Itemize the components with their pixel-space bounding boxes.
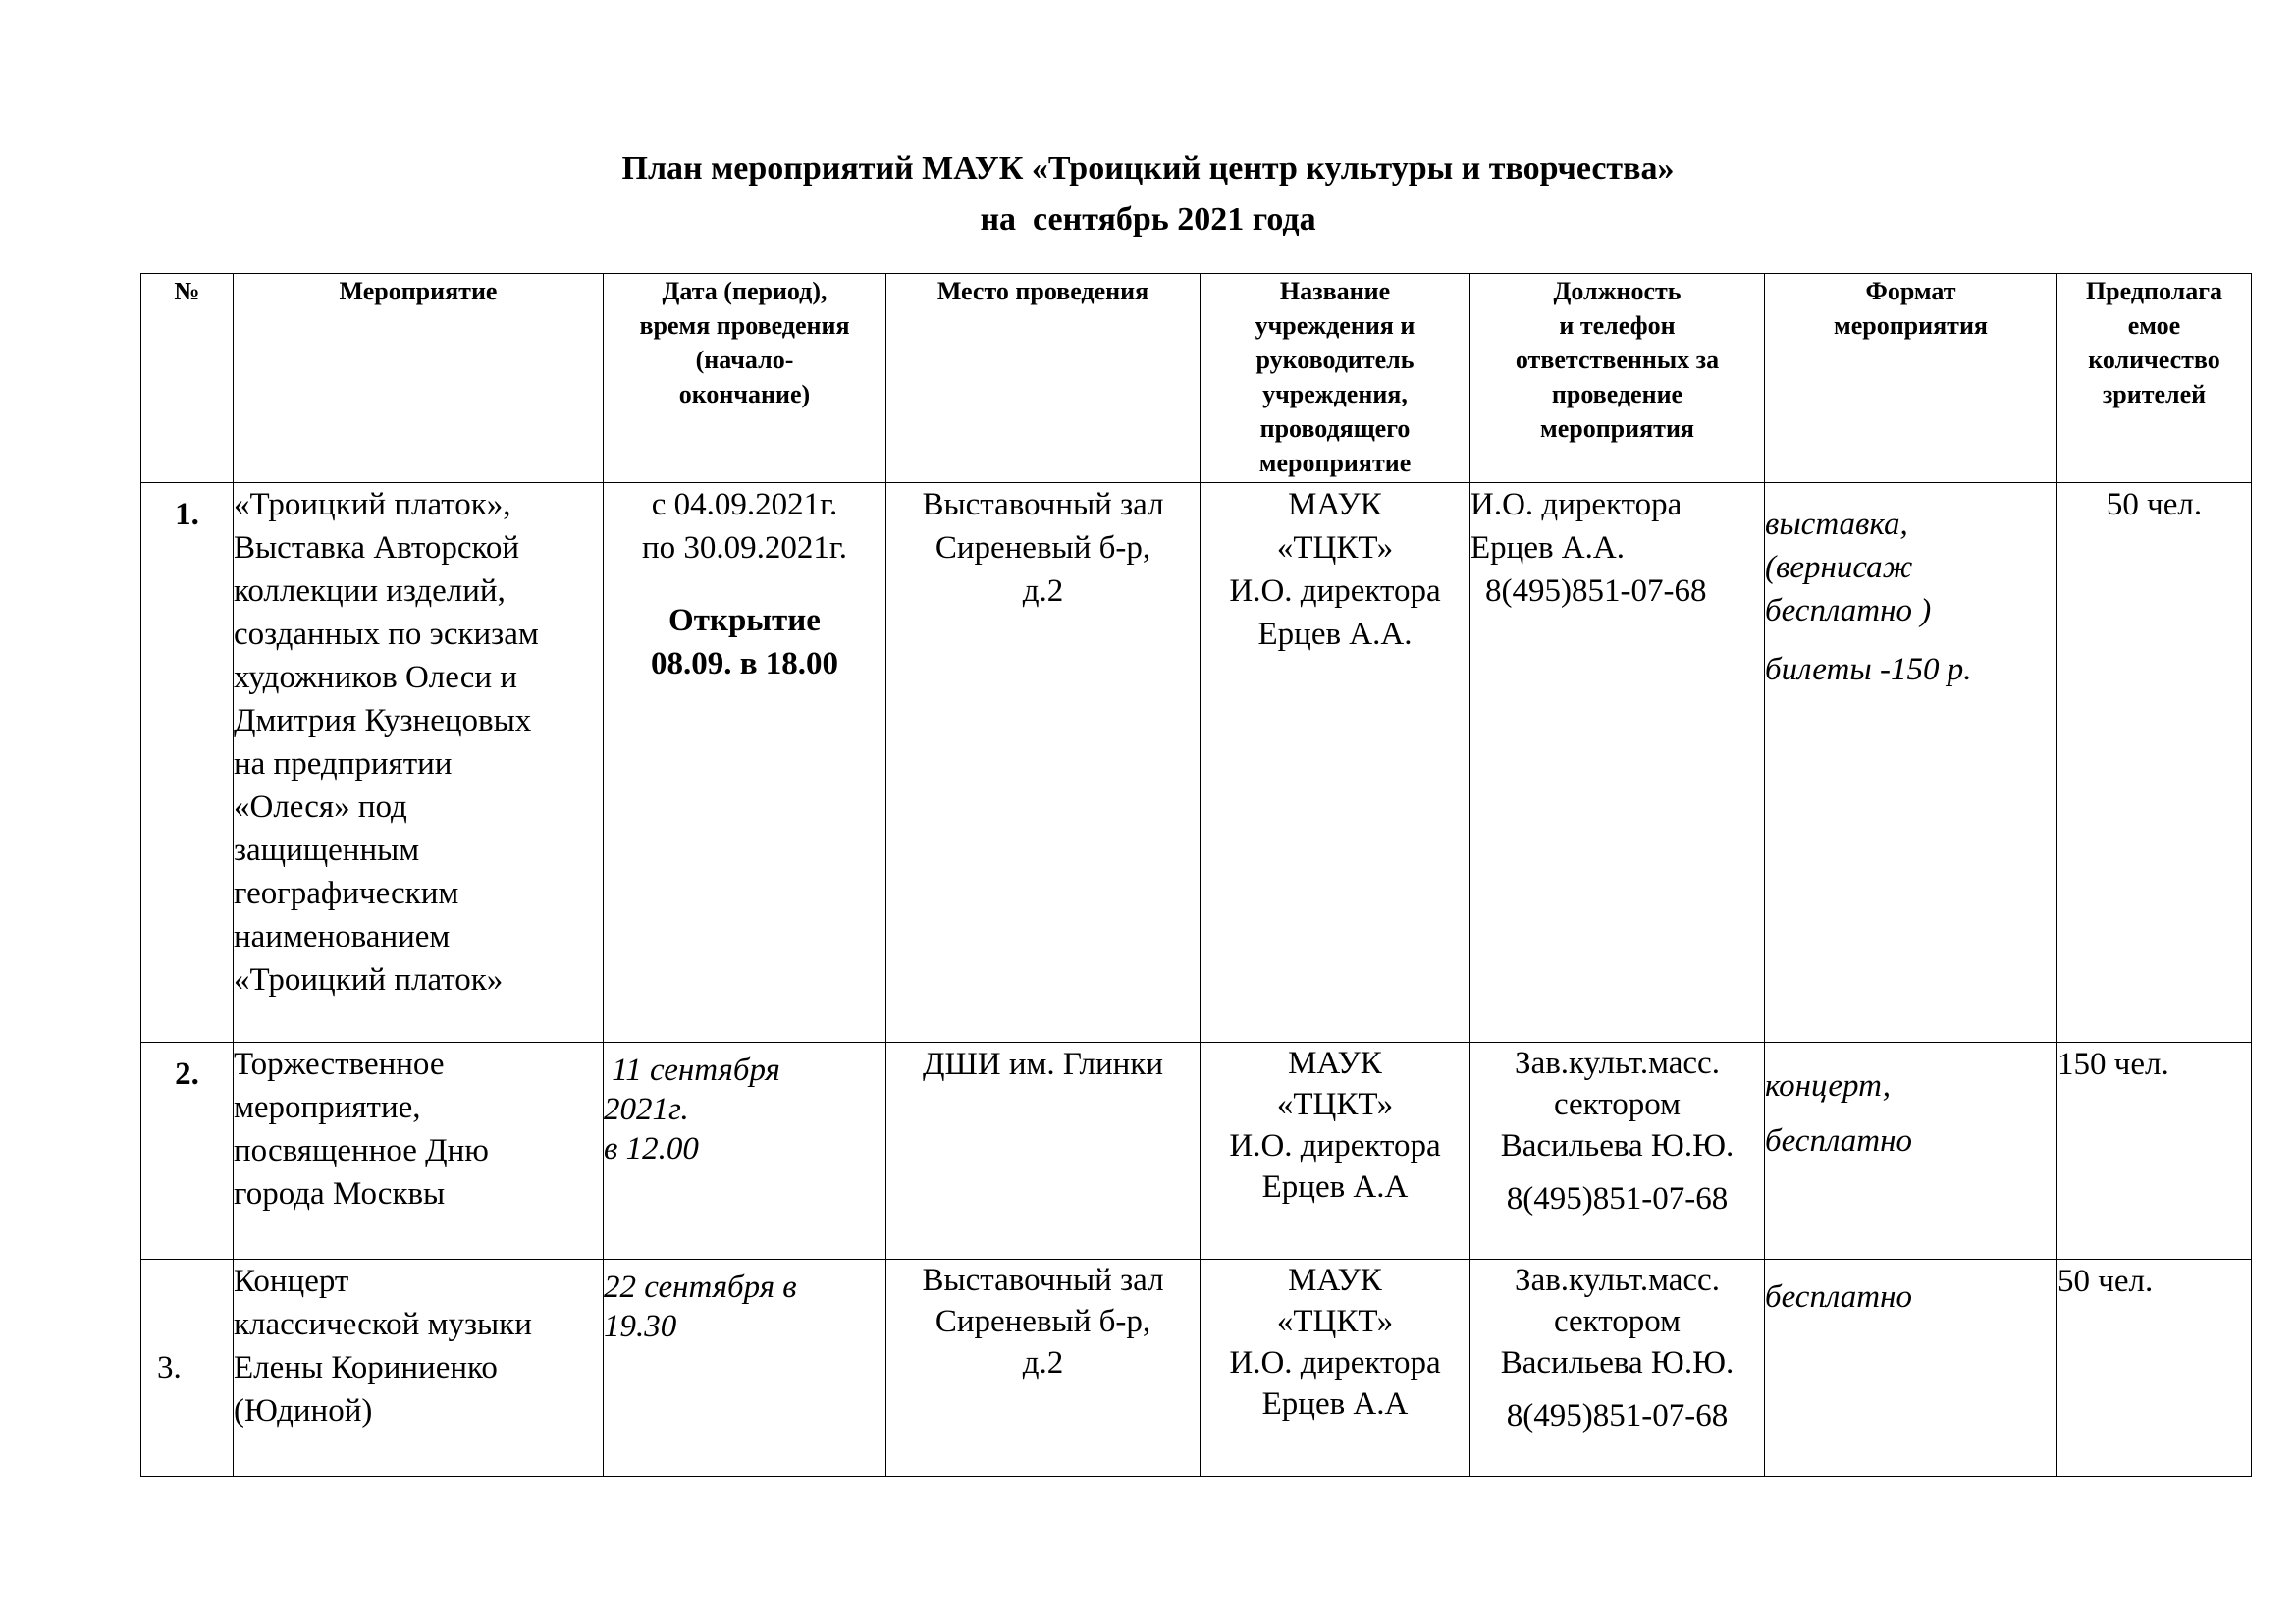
row-number: 2. (141, 1043, 234, 1260)
opening-time: 08.09. в 18.00 (650, 646, 839, 681)
header-date: Дата (период), время проведения (начало- окончание) (604, 274, 886, 483)
responsible-cell: Зав.культ.масс. сектором Васильева Ю.Ю. 8(495)851-07-68 (1470, 1260, 1765, 1477)
header-event: Мероприятие (234, 274, 604, 483)
header-org: Название учреждения и руководитель учреждения, проводящего мероприятие (1201, 274, 1470, 483)
responsible-cell: Зав.культ.масс. сектором Васильева Ю.Ю. 8(495)851-07-68 (1470, 1043, 1765, 1260)
header-responsible: Должность и телефон ответственных за проведение мероприятия (1470, 274, 1765, 483)
audience-cell: 150 чел. (2057, 1043, 2252, 1260)
header-format: Формат мероприятия (1765, 274, 2057, 483)
org-cell: МАУК «ТЦКТ» И.О. директора Ерцев А.А (1201, 1043, 1470, 1260)
header-place: Место проведения (886, 274, 1201, 483)
table-header-row (141, 274, 2252, 483)
opening-label: Открытие (668, 603, 821, 638)
table-row (141, 483, 2252, 1043)
title-line-1: План мероприятий МАУК «Троицкий центр культуры и творчества» (621, 150, 1675, 187)
header-num: № (141, 274, 234, 483)
date-cell: 11 сентября 2021г. в 12.00 (604, 1043, 886, 1260)
format-cell: выставка, (вернисаж бесплатно ) билеты -150 р. (1765, 483, 2057, 1043)
header-audience: Предполага емое количество зрителей (2057, 274, 2252, 483)
events-table (140, 273, 2252, 1477)
responsible-cell: И.О. директора Ерцев А.А. 8(495)851-07-68 (1470, 483, 1765, 1043)
place-cell: Выставочный зал Сиреневый б-р, д.2 (886, 483, 1201, 1043)
org-cell: МАУК «ТЦКТ» И.О. директора Ерцев А.А. (1201, 483, 1470, 1043)
format-cell: бесплатно (1765, 1260, 2057, 1477)
table-row (141, 1260, 2252, 1477)
date-cell: 22 сентября в 19.30 (604, 1260, 886, 1477)
event-cell: Торжественное мероприятие, посвященное Дню города Москвы (234, 1043, 604, 1260)
row-number: 1. (141, 483, 234, 1043)
place-cell: Выставочный зал Сиреневый б-р, д.2 (886, 1260, 1201, 1477)
format-cell: концерт, бесплатно (1765, 1043, 2057, 1260)
title-line-2: на сентябрь 2021 года (980, 201, 1316, 238)
audience-cell: 50 чел. (2057, 1260, 2252, 1477)
place-cell: ДШИ им. Глинки (886, 1043, 1201, 1260)
event-cell: Концерт классической музыки Елены Кориниенко (Юдиной) (234, 1260, 604, 1477)
document-title (0, 143, 2296, 245)
date-cell: с 04.09.2021г. по 30.09.2021г. Открытие 08.09. в 18.00 (604, 483, 886, 1043)
audience-cell: 50 чел. (2057, 483, 2252, 1043)
row-number: 3. (141, 1260, 234, 1477)
event-cell: «Троицкий платок», Выставка Авторской коллекции изделий, созданных по эскизам художников Олеси и Дмитрия Кузнецовых на предприятии «Олеся» под защищенным географическим наименованием «Троицкий платок» (234, 483, 604, 1043)
org-cell: МАУК «ТЦКТ» И.О. директора Ерцев А.А (1201, 1260, 1470, 1477)
table-row (141, 1043, 2252, 1260)
